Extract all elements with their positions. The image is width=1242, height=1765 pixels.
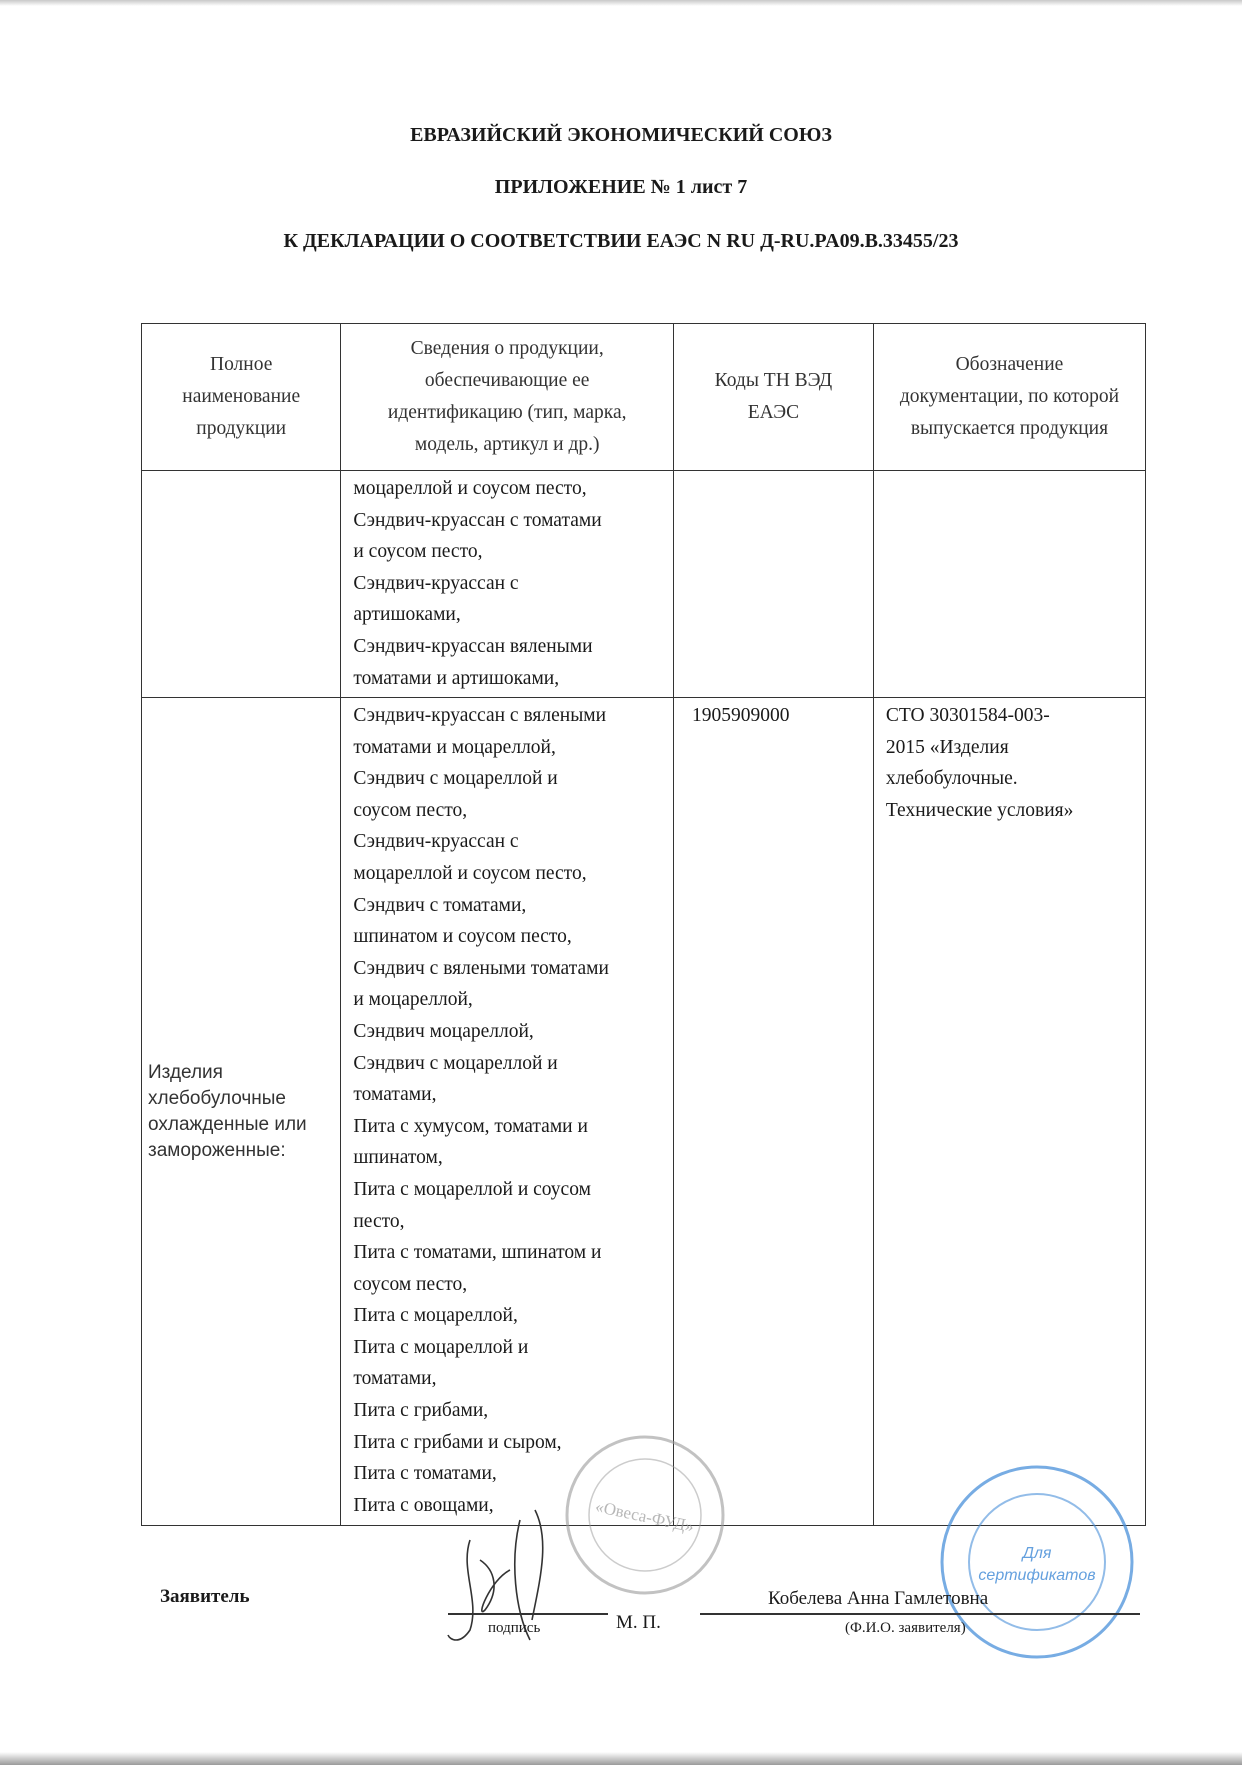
- doc-cell: [873, 698, 1145, 1526]
- signature-line: [448, 1613, 608, 1615]
- doc-cell: [873, 471, 1145, 698]
- list-item: Сэндвич-круассан с: [353, 831, 519, 853]
- column-header-code: Коды ТН ВЭД ЕАЭС: [674, 324, 874, 471]
- product-name-cell: [142, 471, 341, 698]
- list-item: томатами,: [353, 1368, 437, 1390]
- list-item: 2015 «Изделия: [885, 736, 1009, 758]
- svg-text:Для: Для: [1022, 1545, 1052, 1562]
- list-item: Сэндвич с моцареллой и: [353, 768, 558, 790]
- list-item: артишоками,: [353, 604, 461, 626]
- table-row: [142, 698, 1146, 1526]
- applicant-label: Заявитель: [160, 1586, 250, 1607]
- name-line: [700, 1613, 1140, 1615]
- list-item: Пита с грибами,: [353, 1400, 489, 1422]
- list-item: соусом песто,: [353, 799, 468, 821]
- list-item: хлебобулочные.: [885, 768, 1018, 790]
- table-row: [142, 471, 1146, 698]
- code-cell: [674, 698, 874, 1526]
- list-item: шпинатом и соусом песто,: [353, 926, 572, 948]
- header-declaration: К ДЕКЛАРАЦИИ О СООТВЕТСТВИИ ЕАЭС N RU Д-RU.PA09.B.33455/23: [283, 230, 959, 252]
- list-item: Сэндвич-круассан вялеными: [353, 635, 593, 657]
- product-items-cell: [341, 698, 674, 1526]
- tn-ved-code: 1905909000: [692, 705, 790, 726]
- svg-text:«Овеса-ФУД»: «Овеса-ФУД»: [593, 1496, 696, 1537]
- list-item: Сэндвич с томатами,: [353, 894, 527, 916]
- list-item: моцареллой и соусом песто,: [353, 862, 587, 884]
- code-cell: [674, 471, 874, 698]
- certification-stamp: [937, 1462, 1137, 1662]
- list-item: Пита с грибами и сыром,: [353, 1431, 562, 1453]
- list-item: Пита с моцареллой и соусом: [353, 1178, 591, 1200]
- list-item: СТО 30301584-003-: [885, 705, 1050, 726]
- list-item: и соусом песто,: [353, 541, 483, 563]
- column-header-doc: Обозначение документации, по которой выпускается продукция: [873, 324, 1145, 471]
- list-item: песто,: [353, 1210, 405, 1232]
- list-item: томатами и артишоками,: [353, 667, 560, 689]
- header-appendix: ПРИЛОЖЕНИЕ № 1 лист 7: [494, 176, 748, 198]
- column-header-info: Сведения о продукции, обеспечивающие ее идентификацию (тип, марка, модель, артикул и др.): [341, 324, 674, 471]
- list-item: Пита с моцареллой и: [353, 1336, 529, 1358]
- list-item: Пита с томатами, шпинатом и: [353, 1242, 602, 1264]
- product-items-cell: [341, 471, 674, 698]
- table-header-row: [142, 324, 1146, 471]
- seal-caption: М. П.: [616, 1612, 661, 1633]
- list-item: Пита с томатами,: [353, 1463, 497, 1485]
- list-item: Сэндвич-круассан с вялеными: [353, 705, 607, 726]
- list-item: Сэндвич с моцареллой и: [353, 1052, 558, 1074]
- header-union: ЕВРАЗИЙСКИЙ ЭКОНОМИЧЕСКИЙ СОЮЗ: [410, 124, 832, 146]
- list-item: Технические условия»: [885, 799, 1074, 821]
- list-item: Сэндвич моцареллой,: [353, 1020, 534, 1042]
- scan-edge-bottom: [0, 1752, 1242, 1765]
- list-item: Пита с хумусом, томатами и: [353, 1115, 588, 1137]
- list-item: моцареллой и соусом песто,: [353, 478, 587, 499]
- product-name-cell: Изделия хлебобулочные охлажденные или замороженные:: [142, 698, 341, 1526]
- list-item: шпинатом,: [353, 1147, 443, 1169]
- products-table: [141, 323, 1146, 1526]
- list-item: Сэндвич-круассан с: [353, 572, 519, 594]
- applicant-name: Кобелева Анна Гамлетовна: [768, 1588, 989, 1609]
- list-item: Сэндвич-круассан с томатами: [353, 509, 602, 531]
- scan-edge-top: [0, 0, 1242, 6]
- list-item: томатами и моцареллой,: [353, 736, 556, 758]
- list-item: Пита с моцареллой,: [353, 1305, 518, 1327]
- list-item: Пита с овощами,: [353, 1494, 494, 1516]
- company-stamp: [560, 1430, 730, 1600]
- list-item: томатами,: [353, 1084, 437, 1106]
- svg-text:сертификатов: сертификатов: [978, 1567, 1096, 1584]
- list-item: и моцареллой,: [353, 989, 473, 1011]
- list-item: соусом песто,: [353, 1273, 468, 1295]
- column-header-name: Полное наименование продукции: [142, 324, 341, 471]
- signature-caption: подпись: [488, 1620, 541, 1636]
- name-caption: (Ф.И.О. заявителя): [845, 1620, 966, 1636]
- list-item: Сэндвич с вялеными томатами: [353, 957, 609, 979]
